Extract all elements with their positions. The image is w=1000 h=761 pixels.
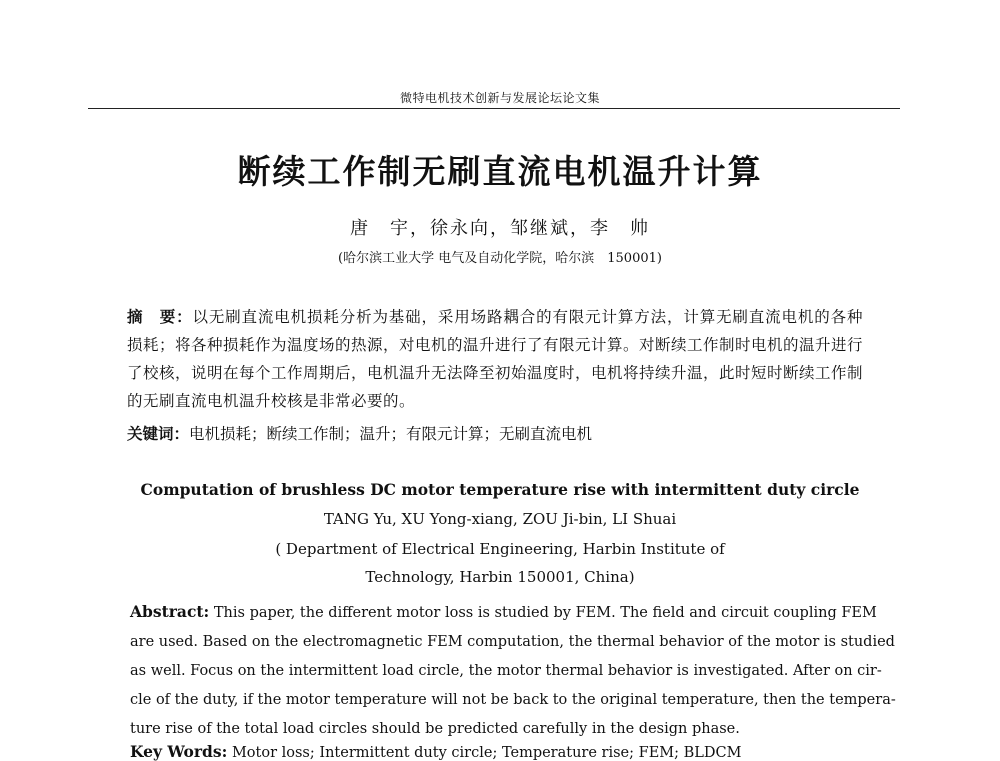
abstract-chinese-label: 摘 要：: [127, 308, 193, 326]
abstract-english-line: [130, 597, 877, 628]
keywords-chinese-text: 电机损耗；断续工作制；温升；有限元计算；无刷直流电机: [189, 425, 593, 443]
abstract-english-line: are used. Based on the electromagnetic FEM computation, the thermal behavior of the motor is studied: [130, 634, 895, 650]
abstract-english-text: This paper, the different motor loss is studied by FEM. The field and circuit coupling FEM: [209, 605, 877, 621]
keywords-english-text: Motor loss; Intermittent duty circle; Temperature rise; FEM; BLDCM: [227, 745, 742, 761]
title-english: Computation of brushless DC motor temperature rise with intermittent duty circle: [140, 480, 860, 499]
abstract-english-line: ture rise of the total load circles should be predicted carefully in the design phase.: [130, 721, 740, 737]
abstract-english: [130, 597, 896, 744]
affiliation-english-line-2: Technology, Harbin 150001, China): [365, 568, 635, 586]
abstract-english-line: as well. Focus on the intermittent load circle, the motor thermal behavior is investigated. After on cir-: [130, 663, 882, 679]
authors-english: TANG Yu, XU Yong-xiang, ZOU Ji-bin, LI Shuai: [323, 510, 677, 528]
keywords-english-label: Key Words:: [130, 742, 228, 761]
keywords-english: [130, 742, 866, 761]
abstract-chinese: [127, 303, 863, 415]
keywords-chinese-label: 关键词：: [127, 425, 190, 443]
abstract-english-line: cle of the duty, if the motor temperature will not be back to the original temperature, then the tempera-: [130, 692, 896, 708]
abstract-chinese-text: 以无刷直流电机损耗分析为基础，采用场路耦合的有限元计算方法，计算无刷直流电机的各种损耗；将各种损耗作为温度场的热源，对电机的温升进行了有限元计算。对断续工作制时电机的温升进行了校核，说明在每个工作周期后，电机温升无法降至初始温度时，电机将持续升温，此时短时断续工作制的无刷直流电机温升校核是非常必要的。: [127, 308, 864, 410]
title-chinese: 断续工作制无刷直流电机温升计算: [237, 152, 763, 191]
affiliation-english-line-1: ( Department of Electrical Engineering, Harbin Institute of: [275, 540, 725, 558]
authors-chinese: 唐 宇，徐永向，邹继斌，李 帅: [350, 218, 650, 239]
abstract-english-label: Abstract:: [130, 602, 210, 621]
running-head: 微特电机技术创新与发展论坛论文集: [399, 91, 600, 105]
keywords-chinese: [127, 422, 863, 446]
affiliation-chinese: (哈尔滨工业大学 电气及自动化学院，哈尔滨 150001): [338, 251, 662, 266]
header-rule: [88, 108, 900, 109]
